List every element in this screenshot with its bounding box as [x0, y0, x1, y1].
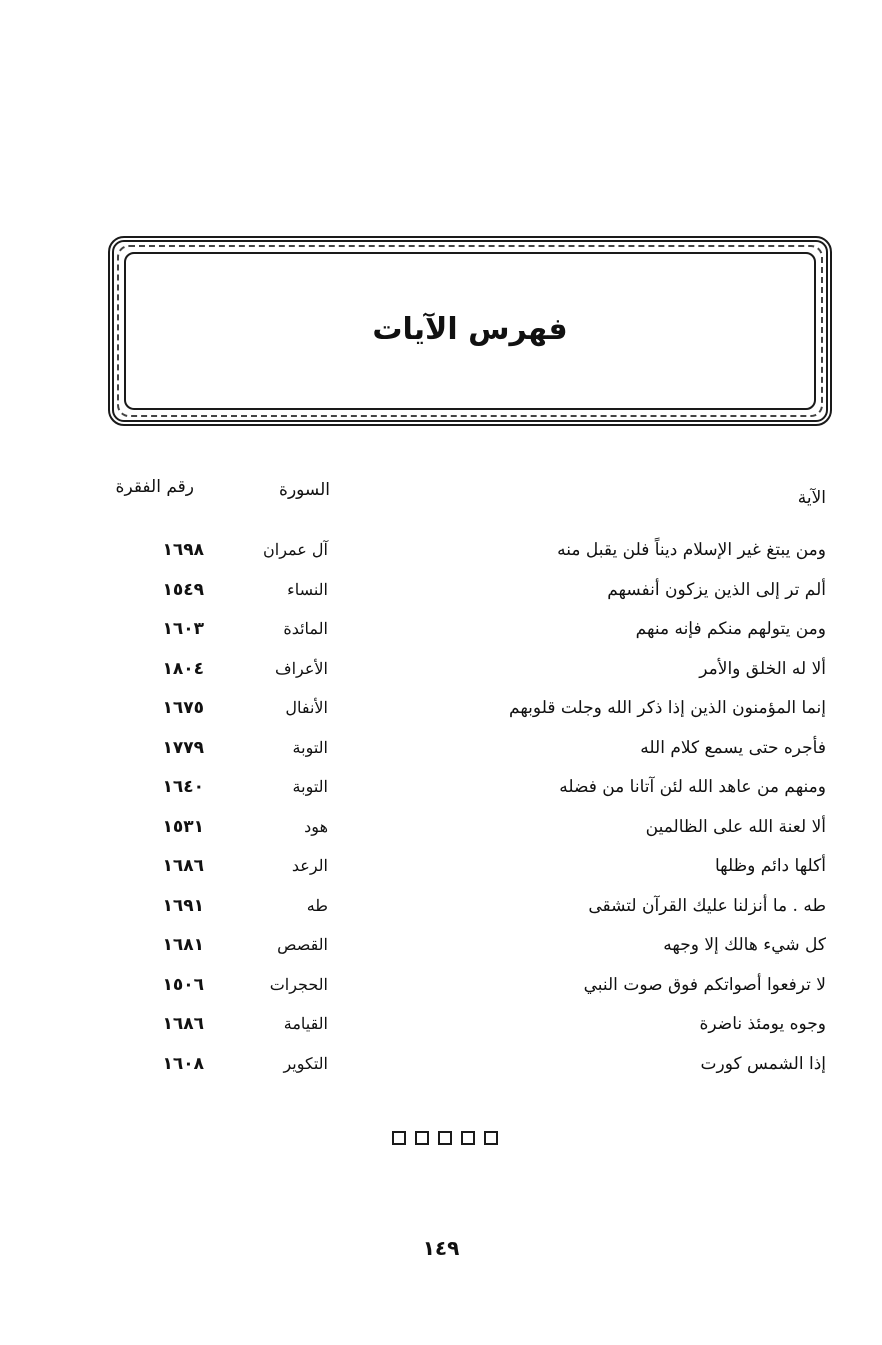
table-row	[0, 777, 882, 817]
surah-name: آل عمران	[263, 540, 328, 559]
paragraph-number: ١٧٧٩	[162, 737, 204, 758]
paragraph-number: ١٦٩٨	[162, 540, 204, 560]
table-row	[0, 935, 882, 975]
ayah-text: ومن يبتغ غير الإسلام ديناً فلن يقبل منه	[557, 540, 826, 560]
surah-name: التوبة	[292, 737, 328, 757]
square-ornament	[484, 1131, 498, 1145]
ayah-text: فأجره حتى يسمع كلام الله	[640, 737, 826, 758]
table-row	[0, 856, 882, 896]
title-inner-border	[124, 252, 816, 410]
paragraph-number: ١٥٣١	[162, 816, 204, 837]
ayah-text: كل شيء هالك إلا وجهه	[663, 935, 826, 955]
square-ornament	[461, 1131, 475, 1145]
ayah-text: ومنهم من عاهد الله لئن آتانا من فضله	[559, 777, 826, 797]
surah-name: التكوير	[283, 1053, 328, 1073]
surah-name: التوبة	[292, 777, 328, 796]
ayah-text: ومن يتولهم منكم فإنه منهم	[635, 619, 826, 639]
ayah-text: وجوه يومئذ ناضرة	[699, 1014, 826, 1034]
index-table	[0, 540, 882, 1093]
surah-name: القيامة	[283, 1014, 328, 1033]
page-title: فهرس الآيات	[372, 311, 568, 347]
ayah-text: إنما المؤمنون الذين إذا ذكر الله وجلت قلوبهم	[509, 698, 826, 718]
surah-name: النساء	[287, 579, 328, 599]
ayah-text: لا ترفعوا أصواتكم فوق صوت النبي	[583, 974, 826, 995]
header-paragraph: رقم الفقرة	[115, 477, 194, 497]
table-row	[0, 698, 882, 738]
ayah-text: ألا له الخلق والأمر	[699, 658, 826, 679]
square-ornament	[438, 1131, 452, 1145]
paragraph-number: ١٦٨٦	[162, 1014, 204, 1034]
paragraph-number: ١٦٨٦	[162, 856, 204, 876]
paragraph-number: ١٦٨١	[162, 935, 204, 955]
table-row	[0, 1054, 882, 1094]
surah-name: القصص	[277, 935, 328, 954]
ayah-text: ألم تر إلى الذين يزكون أنفسهم	[607, 579, 826, 600]
ayah-text: ألا لعنة الله على الظالمين	[645, 816, 826, 837]
paragraph-number: ١٦٧٥	[162, 698, 204, 718]
page-number: ١٤٩	[422, 1236, 460, 1260]
table-row	[0, 659, 882, 699]
surah-name: الأعراف	[275, 658, 328, 678]
surah-name: الأنفال	[285, 698, 328, 717]
ayah-text: أكلها دائم وظلها	[715, 856, 826, 876]
table-row	[0, 580, 882, 620]
surah-name: هود	[304, 816, 328, 836]
header-ayah: الآية	[797, 488, 826, 508]
table-row	[0, 817, 882, 857]
table-row	[0, 738, 882, 778]
surah-name: الرعد	[291, 856, 328, 875]
paragraph-number: ١٥٤٩	[162, 579, 204, 600]
ayah-text: طه . ما أنزلنا عليك القرآن لتشقى	[588, 895, 826, 916]
paragraph-number: ١٥٠٦	[162, 974, 204, 995]
square-ornament	[415, 1131, 429, 1145]
table-row	[0, 1014, 882, 1054]
paragraph-number: ١٦٠٨	[162, 1053, 204, 1074]
table-row	[0, 896, 882, 936]
surah-name: المائدة	[283, 619, 328, 638]
table-row	[0, 975, 882, 1015]
paragraph-number: ١٨٠٤	[162, 658, 204, 679]
paragraph-number: ١٦٤٠	[162, 777, 204, 797]
separator-squares	[392, 1131, 498, 1145]
square-ornament	[392, 1131, 406, 1145]
title-frame	[108, 236, 832, 426]
table-row	[0, 540, 882, 580]
header-surah: السورة	[279, 480, 330, 500]
surah-name: طه	[306, 895, 328, 915]
surah-name: الحجرات	[269, 974, 328, 994]
table-row	[0, 619, 882, 659]
ayah-text: إذا الشمس كورت	[700, 1053, 826, 1074]
paragraph-number: ١٦٩١	[162, 895, 204, 916]
paragraph-number: ١٦٠٣	[162, 619, 204, 639]
